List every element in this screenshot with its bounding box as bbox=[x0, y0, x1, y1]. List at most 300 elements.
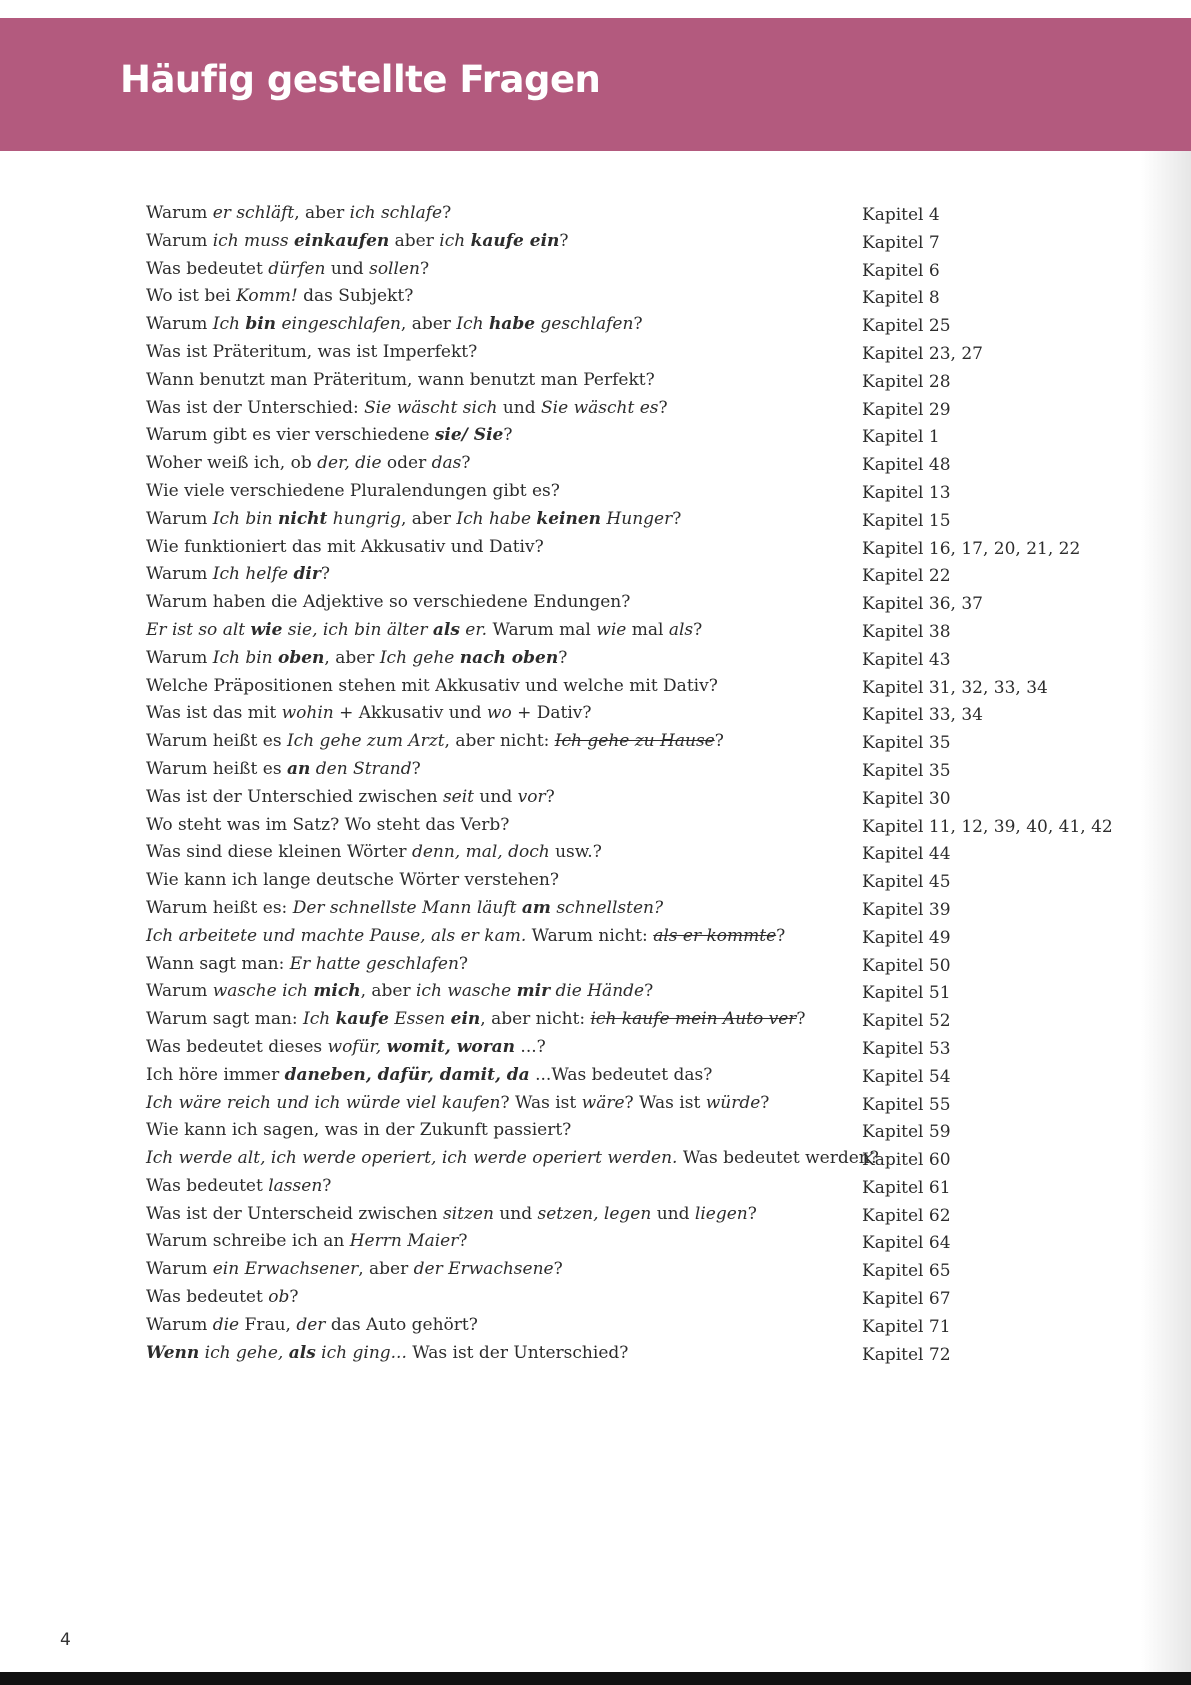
question-fragment: Was bedeutet bbox=[146, 258, 269, 279]
faq-question bbox=[146, 1312, 478, 1340]
question-fragment: Ich wäre reich und ich würde viel kaufen bbox=[146, 1092, 501, 1113]
question-fragment: sie, ich bin älter bbox=[282, 619, 433, 640]
question-fragment: Warum bbox=[146, 647, 213, 668]
faq-row bbox=[146, 256, 1106, 284]
faq-row bbox=[146, 1173, 1106, 1201]
question-fragment: Der schnellste Mann läuft bbox=[292, 897, 522, 918]
faq-question bbox=[146, 617, 702, 645]
question-fragment: sollen bbox=[369, 258, 420, 279]
question-fragment: ...? bbox=[515, 1036, 546, 1057]
question-fragment: lassen bbox=[268, 1175, 323, 1196]
faq-row bbox=[146, 867, 1106, 895]
question-fragment: mich bbox=[313, 981, 361, 1002]
faq-question bbox=[146, 367, 655, 395]
question-fragment: als bbox=[432, 619, 460, 640]
faq-question bbox=[146, 728, 724, 756]
question-fragment: Warum bbox=[146, 203, 213, 223]
faq-row bbox=[146, 395, 1106, 423]
faq-row bbox=[146, 951, 1106, 979]
question-fragment: , aber bbox=[358, 1259, 414, 1280]
chapter-reference: Kapitel 43 bbox=[862, 649, 951, 670]
question-fragment: wo bbox=[486, 703, 512, 724]
question-fragment: Wann benutzt man Präteritum, wann benutzt man Perfekt? bbox=[146, 369, 655, 390]
chapter-reference: Kapitel 50 bbox=[862, 955, 951, 976]
question-fragment: Essen bbox=[388, 1009, 451, 1030]
question-fragment: ? bbox=[658, 397, 668, 418]
question-fragment: vor bbox=[517, 786, 546, 807]
question-fragment: nicht bbox=[278, 508, 328, 529]
question-fragment: sitzen bbox=[442, 1203, 494, 1224]
faq-row bbox=[146, 1145, 1106, 1173]
faq-list bbox=[146, 200, 1113, 1367]
faq-question bbox=[146, 923, 785, 951]
question-fragment: ich gehe, bbox=[199, 1342, 289, 1363]
chapter-reference: Kapitel 33, 34 bbox=[862, 705, 983, 726]
question-fragment: Er ist so alt bbox=[146, 619, 251, 640]
faq-question bbox=[146, 1090, 769, 1118]
page-number: 4 bbox=[60, 1630, 71, 1650]
question-fragment: ? bbox=[458, 1231, 468, 1252]
question-fragment: Warum schreibe ich an bbox=[146, 1231, 350, 1252]
faq-question bbox=[146, 200, 451, 228]
question-fragment: als bbox=[668, 619, 694, 640]
faq-row bbox=[146, 339, 1106, 367]
question-fragment: ? bbox=[760, 1092, 770, 1113]
chapter-reference: Kapitel 62 bbox=[862, 1205, 951, 1226]
faq-row bbox=[146, 1256, 1106, 1284]
question-fragment: ...Was bedeutet das? bbox=[529, 1064, 713, 1085]
faq-row bbox=[146, 422, 1106, 450]
question-fragment: Wie funktioniert das mit Akkusativ und Dativ? bbox=[146, 536, 544, 557]
question-fragment: wofür, bbox=[327, 1036, 387, 1057]
faq-row bbox=[146, 200, 1106, 228]
question-fragment: Wie kann ich lange deutsche Wörter verstehen? bbox=[146, 870, 559, 891]
faq-question bbox=[146, 1284, 298, 1312]
faq-row bbox=[146, 839, 1106, 867]
question-fragment: wie bbox=[250, 619, 283, 640]
question-fragment: Ich helfe bbox=[212, 564, 294, 585]
question-fragment: eingeschlafen bbox=[276, 314, 401, 335]
question-fragment: + Dativ? bbox=[511, 703, 592, 724]
question-fragment: und bbox=[651, 1203, 695, 1224]
question-fragment: er schläft bbox=[212, 203, 295, 223]
faq-row bbox=[146, 1228, 1106, 1256]
question-fragment: der Erwachsene bbox=[413, 1259, 554, 1280]
question-fragment: das Auto gehört? bbox=[325, 1314, 478, 1335]
chapter-reference: Kapitel 28 bbox=[862, 371, 951, 392]
question-fragment: die bbox=[212, 1314, 240, 1335]
question-fragment: Warum nicht: bbox=[526, 925, 654, 946]
question-fragment: nach oben bbox=[459, 647, 559, 668]
faq-question bbox=[146, 228, 569, 256]
question-fragment: Warum heißt es bbox=[146, 758, 287, 779]
chapter-reference: Kapitel 49 bbox=[862, 927, 951, 948]
chapter-reference: Kapitel 35 bbox=[862, 760, 951, 781]
chapter-reference: Kapitel 59 bbox=[862, 1122, 951, 1143]
question-fragment: Wo ist bei bbox=[146, 286, 237, 307]
question-fragment: hungrig bbox=[327, 508, 401, 529]
faq-row bbox=[146, 645, 1106, 673]
question-fragment: Herrn Maier bbox=[349, 1231, 459, 1252]
question-fragment: an bbox=[286, 758, 311, 779]
question-fragment: einkaufen bbox=[293, 230, 390, 251]
question-fragment: Ich gehe zum Arzt bbox=[286, 731, 445, 752]
page-title: Häufig gestellte Fragen bbox=[120, 58, 601, 101]
question-fragment: Was ist das mit bbox=[146, 703, 282, 724]
question-fragment: als bbox=[288, 1342, 316, 1363]
faq-row bbox=[146, 728, 1106, 756]
faq-row bbox=[146, 1090, 1106, 1118]
faq-row bbox=[146, 756, 1106, 784]
question-fragment: bin bbox=[245, 314, 277, 335]
faq-row bbox=[146, 478, 1106, 506]
question-fragment: die Hände bbox=[550, 981, 645, 1002]
faq-row bbox=[146, 367, 1106, 395]
question-fragment: Ich habe bbox=[456, 508, 537, 529]
faq-question bbox=[146, 534, 544, 562]
faq-question bbox=[146, 339, 477, 367]
question-fragment: ? bbox=[322, 1175, 332, 1196]
chapter-reference: Kapitel 60 bbox=[862, 1150, 951, 1171]
question-fragment: Was sind diese kleinen Wörter bbox=[146, 842, 412, 863]
question-fragment: ? bbox=[553, 1259, 563, 1280]
question-fragment: , aber bbox=[360, 981, 416, 1002]
question-fragment: womit, woran bbox=[386, 1036, 516, 1057]
faq-row bbox=[146, 1006, 1106, 1034]
faq-row bbox=[146, 923, 1106, 951]
question-fragment: ? bbox=[503, 425, 513, 446]
question-fragment: daneben, dafür, damit, da bbox=[284, 1064, 530, 1085]
faq-question bbox=[146, 812, 509, 840]
question-fragment: Warum bbox=[146, 230, 213, 251]
question-fragment: liegen bbox=[694, 1203, 748, 1224]
chapter-reference: Kapitel 67 bbox=[862, 1289, 951, 1310]
faq-row bbox=[146, 812, 1113, 840]
faq-question bbox=[146, 283, 413, 311]
faq-question bbox=[146, 450, 471, 478]
chapter-reference: Kapitel 31, 32, 33, 34 bbox=[862, 677, 1048, 698]
question-fragment: Warum heißt es bbox=[146, 731, 287, 752]
question-fragment: Er hatte geschlafen bbox=[289, 953, 459, 974]
header-band bbox=[0, 18, 1191, 151]
chapter-reference: Kapitel 6 bbox=[862, 260, 940, 281]
question-fragment: ? bbox=[442, 203, 452, 223]
faq-question bbox=[146, 256, 429, 284]
question-fragment: Sie wäscht sich bbox=[364, 397, 498, 418]
question-fragment: , aber bbox=[400, 508, 457, 529]
faq-question bbox=[146, 839, 602, 867]
faq-row bbox=[146, 1312, 1106, 1340]
question-fragment: wäre bbox=[581, 1092, 625, 1113]
question-fragment: kaufe bbox=[335, 1009, 389, 1030]
question-fragment: Welche Präpositionen stehen mit Akkusativ und welche mit Dativ? bbox=[146, 675, 718, 696]
faq-question bbox=[146, 1340, 628, 1368]
question-fragment: + Akkusativ und bbox=[333, 703, 487, 724]
chapter-reference: Kapitel 16, 17, 20, 21, 22 bbox=[862, 538, 1081, 559]
question-fragment: mal bbox=[626, 619, 669, 640]
chapter-reference: Kapitel 7 bbox=[862, 232, 940, 253]
question-fragment: Wie viele verschiedene Pluralendungen gibt es? bbox=[146, 480, 560, 501]
chapter-reference: Kapitel 29 bbox=[862, 399, 951, 420]
faq-row bbox=[146, 506, 1106, 534]
faq-question bbox=[146, 478, 560, 506]
question-fragment: wohin bbox=[281, 703, 334, 724]
question-fragment: schnellsten? bbox=[550, 897, 664, 918]
question-fragment: Ich arbeitete und machte Pause, als er kam. bbox=[146, 925, 527, 946]
question-fragment: ? bbox=[747, 1203, 757, 1224]
question-fragment: Was bedeutet dieses bbox=[146, 1036, 328, 1057]
chapter-reference: Kapitel 36, 37 bbox=[862, 594, 983, 615]
question-fragment: , aber bbox=[324, 647, 380, 668]
question-fragment: ? bbox=[320, 564, 330, 585]
chapter-reference: Kapitel 61 bbox=[862, 1177, 951, 1198]
question-fragment: Warum haben die Adjektive so verschiedene Endungen? bbox=[146, 592, 631, 613]
faq-question bbox=[146, 951, 468, 979]
question-fragment: er. bbox=[459, 619, 488, 640]
question-fragment: Hunger bbox=[601, 508, 673, 529]
chapter-reference: Kapitel 1 bbox=[862, 427, 940, 448]
question-fragment: , aber nicht: bbox=[480, 1009, 591, 1030]
question-fragment: ich bbox=[439, 230, 471, 251]
question-fragment: ? bbox=[644, 981, 654, 1002]
faq-row bbox=[146, 589, 1106, 617]
question-fragment: oder bbox=[381, 453, 432, 474]
question-fragment: der bbox=[296, 1314, 326, 1335]
question-fragment: wasche ich bbox=[212, 981, 314, 1002]
question-fragment: mir bbox=[516, 981, 551, 1002]
faq-question bbox=[146, 589, 630, 617]
question-fragment: Was bedeutet werden? bbox=[677, 1148, 879, 1169]
question-fragment: ich ging... bbox=[315, 1342, 407, 1363]
question-fragment: dürfen bbox=[268, 258, 326, 279]
question-fragment: ob bbox=[268, 1287, 290, 1308]
chapter-reference: Kapitel 38 bbox=[862, 621, 951, 642]
question-fragment: ? bbox=[776, 925, 786, 946]
question-fragment: , aber bbox=[294, 203, 350, 223]
chapter-reference: Kapitel 45 bbox=[862, 872, 951, 893]
question-fragment: Was ist der Unterscheid zwischen bbox=[146, 1203, 443, 1224]
faq-question bbox=[146, 422, 512, 450]
question-fragment: Warum mal bbox=[487, 619, 597, 640]
scan-shadow-edge bbox=[1141, 151, 1191, 1685]
question-fragment: würde bbox=[705, 1092, 761, 1113]
faq-question bbox=[146, 978, 653, 1006]
chapter-reference: Kapitel 55 bbox=[862, 1094, 951, 1115]
question-fragment: habe bbox=[488, 314, 536, 335]
chapter-reference: Kapitel 53 bbox=[862, 1038, 951, 1059]
faq-question bbox=[146, 1006, 806, 1034]
faq-row bbox=[146, 673, 1106, 701]
question-fragment: Ich bin bbox=[212, 647, 278, 668]
faq-row bbox=[146, 1034, 1106, 1062]
question-fragment: Warum bbox=[146, 1314, 213, 1335]
question-fragment: als er kommte bbox=[653, 925, 777, 946]
faq-question bbox=[146, 1117, 571, 1145]
question-fragment: Woher weiß ich, ob bbox=[146, 453, 318, 474]
question-fragment: ich muss bbox=[212, 230, 294, 251]
chapter-reference: Kapitel 15 bbox=[862, 510, 951, 531]
chapter-reference: Kapitel 71 bbox=[862, 1316, 951, 1337]
question-fragment: usw.? bbox=[549, 842, 602, 863]
faq-row bbox=[146, 1201, 1106, 1229]
question-fragment: Ich werde alt, ich werde operiert, ich werde operiert werden. bbox=[146, 1148, 678, 1169]
question-fragment: Frau, bbox=[239, 1314, 297, 1335]
question-fragment: ich schlafe bbox=[349, 203, 443, 223]
question-fragment: Sie wäscht es bbox=[541, 397, 659, 418]
question-fragment: ? Was ist bbox=[500, 1092, 582, 1113]
question-fragment: Ich bin bbox=[212, 508, 278, 529]
question-fragment: , aber nicht: bbox=[444, 731, 555, 752]
question-fragment: kaufe ein bbox=[470, 230, 560, 251]
question-fragment: Warum bbox=[146, 508, 213, 529]
faq-question bbox=[146, 1256, 563, 1284]
question-fragment: Ich bbox=[456, 314, 489, 335]
faq-question bbox=[146, 395, 668, 423]
faq-row bbox=[146, 561, 1106, 589]
question-fragment: keinen bbox=[536, 508, 602, 529]
question-fragment: Warum gibt es vier verschiedene bbox=[146, 425, 435, 446]
chapter-reference: Kapitel 65 bbox=[862, 1261, 951, 1282]
chapter-reference: Kapitel 11, 12, 39, 40, 41, 42 bbox=[862, 816, 1113, 837]
question-fragment: denn, mal, doch bbox=[411, 842, 550, 863]
chapter-reference: Kapitel 64 bbox=[862, 1233, 951, 1254]
question-fragment: ? bbox=[693, 619, 703, 640]
faq-question bbox=[146, 506, 681, 534]
question-fragment: setzen, legen bbox=[537, 1203, 652, 1224]
faq-question bbox=[146, 784, 555, 812]
chapter-reference: Kapitel 72 bbox=[862, 1344, 951, 1365]
question-fragment: Wenn bbox=[146, 1342, 200, 1363]
chapter-reference: Kapitel 22 bbox=[862, 566, 951, 587]
faq-row bbox=[146, 311, 1106, 339]
question-fragment: ? bbox=[796, 1009, 806, 1030]
question-fragment: und bbox=[325, 258, 370, 279]
faq-row bbox=[146, 1340, 1106, 1368]
question-fragment: Warum bbox=[146, 564, 213, 585]
question-fragment: das Subjekt? bbox=[297, 286, 414, 307]
question-fragment: wie bbox=[596, 619, 627, 640]
chapter-reference: Kapitel 25 bbox=[862, 316, 951, 337]
faq-question bbox=[146, 1034, 546, 1062]
question-fragment: ? Was ist bbox=[624, 1092, 706, 1113]
question-fragment: Warum bbox=[146, 314, 213, 335]
faq-row bbox=[146, 534, 1106, 562]
question-fragment: ? bbox=[419, 258, 430, 279]
question-fragment: ? bbox=[559, 230, 569, 251]
scan-top-margin bbox=[0, 0, 1191, 18]
question-fragment: und bbox=[474, 786, 518, 807]
faq-question bbox=[146, 756, 421, 784]
chapter-reference: Kapitel 44 bbox=[862, 844, 951, 865]
question-fragment: das bbox=[431, 453, 462, 474]
question-fragment: ? bbox=[458, 953, 469, 974]
chapter-reference: Kapitel 39 bbox=[862, 899, 951, 920]
question-fragment: sie/ Sie bbox=[434, 425, 504, 446]
question-fragment: Wann sagt man: bbox=[146, 953, 290, 974]
question-fragment: Warum bbox=[146, 981, 213, 1002]
chapter-reference: Kapitel 23, 27 bbox=[862, 343, 983, 364]
question-fragment: und bbox=[497, 397, 542, 418]
question-fragment: Wo steht was im Satz? Wo steht das Verb? bbox=[146, 814, 510, 835]
question-fragment: und bbox=[493, 1203, 538, 1224]
question-fragment: oben bbox=[278, 647, 325, 668]
faq-question bbox=[146, 311, 643, 339]
faq-row bbox=[146, 1117, 1106, 1145]
question-fragment: dir bbox=[293, 564, 321, 585]
question-fragment: ? bbox=[672, 508, 682, 529]
faq-row bbox=[146, 978, 1106, 1006]
question-fragment: ein bbox=[450, 1009, 481, 1030]
faq-question bbox=[146, 1173, 331, 1201]
chapter-reference: Kapitel 4 bbox=[862, 205, 940, 225]
question-fragment: ? bbox=[545, 786, 555, 807]
faq-row bbox=[146, 283, 1106, 311]
question-fragment: Was ist der Unterschied zwischen bbox=[146, 786, 443, 807]
question-fragment: , aber bbox=[400, 314, 457, 335]
chapter-reference: Kapitel 48 bbox=[862, 455, 951, 476]
chapter-reference: Kapitel 30 bbox=[862, 788, 951, 809]
question-fragment: Was ist Präteritum, was ist Imperfekt? bbox=[146, 341, 478, 362]
question-fragment: ? bbox=[633, 314, 643, 335]
question-fragment: seit bbox=[442, 786, 475, 807]
question-fragment: geschlafen bbox=[535, 314, 634, 335]
question-fragment: Warum sagt man: bbox=[146, 1009, 304, 1030]
question-fragment: ? bbox=[289, 1287, 299, 1308]
question-fragment: ? bbox=[714, 731, 724, 752]
faq-row bbox=[146, 1284, 1106, 1312]
faq-question bbox=[146, 895, 663, 923]
chapter-reference: Kapitel 8 bbox=[862, 288, 940, 309]
faq-question bbox=[146, 700, 592, 728]
question-fragment: ? bbox=[411, 758, 421, 779]
question-fragment: Wie kann ich sagen, was in der Zukunft passiert? bbox=[146, 1120, 572, 1141]
faq-row bbox=[146, 450, 1106, 478]
question-fragment: ich wasche bbox=[415, 981, 517, 1002]
scan-bottom-edge bbox=[0, 1672, 1191, 1685]
question-fragment: Was bedeutet bbox=[146, 1175, 269, 1196]
faq-row bbox=[146, 700, 1106, 728]
chapter-reference: Kapitel 13 bbox=[862, 482, 951, 503]
question-fragment: ein Erwachsener bbox=[212, 1259, 359, 1280]
question-fragment: Was ist der Unterschied: bbox=[146, 397, 365, 418]
chapter-reference: Kapitel 52 bbox=[862, 1011, 951, 1032]
question-fragment: Ich höre immer bbox=[146, 1064, 285, 1085]
faq-question bbox=[146, 1062, 712, 1090]
question-fragment: Ich bbox=[212, 314, 246, 335]
faq-question bbox=[146, 673, 718, 701]
faq-row bbox=[146, 895, 1106, 923]
faq-row bbox=[146, 1062, 1106, 1090]
question-fragment: ? bbox=[461, 453, 471, 474]
faq-row bbox=[146, 617, 1106, 645]
faq-question bbox=[146, 1201, 757, 1229]
question-fragment: der, die bbox=[317, 453, 382, 474]
question-fragment: aber bbox=[389, 230, 440, 251]
question-fragment: den Strand bbox=[310, 758, 412, 779]
chapter-reference: Kapitel 35 bbox=[862, 733, 951, 754]
faq-row bbox=[146, 784, 1106, 812]
faq-row bbox=[146, 228, 1106, 256]
chapter-reference: Kapitel 54 bbox=[862, 1066, 951, 1087]
faq-question bbox=[146, 1145, 879, 1173]
question-fragment: ich kaufe mein Auto ver bbox=[590, 1009, 797, 1030]
question-fragment: ? bbox=[558, 647, 568, 668]
question-fragment: Was bedeutet bbox=[146, 1287, 269, 1308]
question-fragment: Warum bbox=[146, 1259, 213, 1280]
faq-question bbox=[146, 645, 567, 673]
faq-question bbox=[146, 561, 330, 589]
question-fragment: Ich gehe bbox=[379, 647, 460, 668]
